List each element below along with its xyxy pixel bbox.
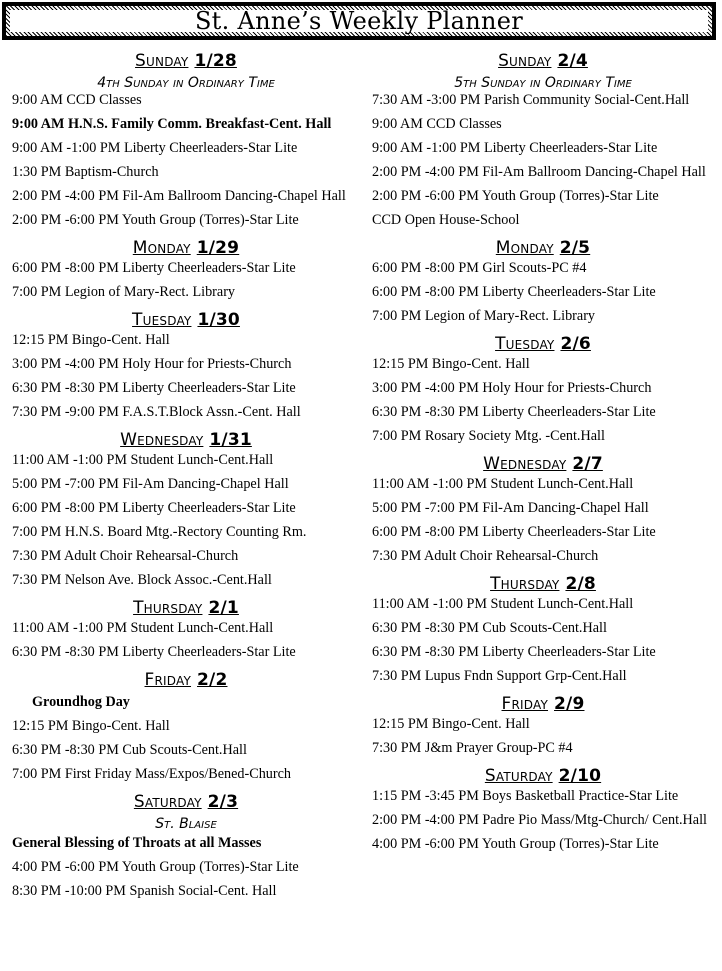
event-item: 4:00 PM -6:00 PM Youth Group (Torres)-Star Lite [372, 836, 659, 852]
day-name: Monday [132, 238, 191, 258]
day-section-sunday [12, 51, 360, 226]
event-item: 9:00 AM CCD Classes [12, 92, 142, 108]
event-item: 6:30 PM -8:30 PM Liberty Cheerleaders-Star Lite [12, 644, 296, 660]
event-item: 6:30 PM -8:30 PM Liberty Cheerleaders-Star Lite [372, 644, 656, 660]
event-item: 12:15 PM Bingo-Cent. Hall [372, 716, 530, 732]
day-date: 2/4 [557, 51, 588, 71]
event-item: 2:00 PM -4:00 PM Padre Pio Mass/Mtg-Church/ Cent.Hall [372, 812, 707, 828]
event-item: 6:30 PM -8:30 PM Cub Scouts-Cent.Hall [12, 742, 247, 758]
left-column [12, 44, 360, 909]
day-section-friday [12, 670, 360, 780]
day-name: Tuesday [132, 310, 192, 330]
day-section-thursday [372, 574, 714, 682]
event-item: 6:00 PM -8:00 PM Liberty Cheerleaders-Star Lite [372, 524, 656, 540]
day-name: Friday [501, 694, 549, 714]
day-subtitle: 4th Sunday in Ordinary Time [97, 75, 275, 91]
day-heading [12, 430, 360, 450]
day-name: Friday [144, 670, 192, 690]
event-item: 7:00 PM H.N.S. Board Mtg.-Rectory Counting Rm. [12, 524, 307, 540]
event-item: 5:00 PM -7:00 PM Fil-Am Dancing-Chapel Hall [12, 476, 289, 492]
day-subtitle: St. Blaise [155, 816, 217, 832]
event-item: 2:00 PM -6:00 PM Youth Group (Torres)-Star Lite [12, 212, 299, 228]
day-date: 2/3 [207, 792, 239, 812]
event-item: 12:15 PM Bingo-Cent. Hall [372, 356, 530, 372]
event-item: 1:15 PM -3:45 PM Boys Basketball Practice-Star Lite [372, 788, 679, 804]
day-section-wednesday [372, 454, 714, 562]
event-item: 11:00 AM -1:00 PM Student Lunch-Cent.Hall [372, 596, 634, 612]
day-note: General Blessing of Throats at all Masses [12, 835, 262, 851]
event-item: CCD Open House-School [372, 212, 520, 228]
event-item: 3:00 PM -4:00 PM Holy Hour for Priests-Church [12, 356, 292, 372]
event-item: 8:30 PM -10:00 PM Spanish Social-Cent. Hall [12, 883, 277, 899]
event-item: 4:00 PM -6:00 PM Youth Group (Torres)-Star Lite [12, 859, 299, 875]
page-title: St. Anne’s Weekly Planner [10, 10, 708, 32]
day-section-monday [12, 238, 360, 298]
event-item: 7:30 AM -3:00 PM Parish Community Social-Cent.Hall [372, 92, 690, 108]
day-heading [372, 238, 714, 258]
day-date: 2/1 [208, 598, 239, 618]
event-item: 6:30 PM -8:30 PM Liberty Cheerleaders-Star Lite [12, 380, 296, 396]
day-section-sunday [372, 51, 714, 226]
day-heading [372, 694, 714, 714]
event-item: 6:30 PM -8:30 PM Cub Scouts-Cent.Hall [372, 620, 607, 636]
event-item: 11:00 AM -1:00 PM Student Lunch-Cent.Hall [12, 452, 274, 468]
day-name: Thursday [490, 574, 560, 594]
day-name: Wednesday [483, 454, 567, 474]
day-heading [372, 334, 714, 354]
event-item: 7:00 PM Legion of Mary-Rect. Library [372, 308, 596, 324]
event-item: 6:00 PM -8:00 PM Liberty Cheerleaders-Star Lite [12, 500, 296, 516]
event-item: 6:00 PM -8:00 PM Liberty Cheerleaders-Star Lite [372, 284, 656, 300]
event-item: 7:30 PM Lupus Fndn Support Grp-Cent.Hall [372, 668, 627, 684]
event-item: 7:30 PM Adult Choir Rehearsal-Church [12, 548, 239, 564]
day-section-monday [372, 238, 714, 322]
day-section-tuesday [12, 310, 360, 418]
day-date: 2/7 [572, 454, 603, 474]
event-item: 7:00 PM Rosary Society Mtg. -Cent.Hall [372, 428, 605, 444]
event-item: 9:00 AM H.N.S. Family Comm. Breakfast-Cent. Hall [12, 116, 332, 132]
event-item: 2:00 PM -4:00 PM Fil-Am Ballroom Dancing-Chapel Hall [372, 164, 706, 180]
day-name: Thursday [133, 598, 203, 618]
event-item: 9:00 AM -1:00 PM Liberty Cheerleaders-Star Lite [372, 140, 658, 156]
day-date: 1/30 [197, 310, 240, 330]
day-date: 2/6 [560, 334, 591, 354]
day-date: 2/8 [565, 574, 596, 594]
day-date: 2/5 [559, 238, 591, 258]
day-section-saturday [372, 766, 714, 850]
event-item: 6:00 PM -8:00 PM Girl Scouts-PC #4 [372, 260, 587, 276]
event-item: 5:00 PM -7:00 PM Fil-Am Dancing-Chapel Hall [372, 500, 649, 516]
event-item: 6:00 PM -8:00 PM Liberty Cheerleaders-Star Lite [12, 260, 296, 276]
event-item: 2:00 PM -4:00 PM Fil-Am Ballroom Dancing-Chapel Hall [12, 188, 346, 204]
day-date: 1/28 [194, 51, 237, 71]
day-section-friday [372, 694, 714, 754]
day-heading [12, 238, 360, 258]
event-item: 7:30 PM Nelson Ave. Block Assoc.-Cent.Hall [12, 572, 272, 588]
day-name: Monday [495, 238, 554, 258]
day-section-saturday [12, 792, 360, 897]
day-name: Wednesday [120, 430, 204, 450]
day-heading [372, 51, 714, 71]
event-item: 9:00 AM CCD Classes [372, 116, 502, 132]
day-date: 2/2 [197, 670, 228, 690]
event-item: 1:30 PM Baptism-Church [12, 164, 159, 180]
day-date: 2/10 [558, 766, 602, 786]
day-heading [12, 792, 360, 812]
day-heading [12, 310, 360, 330]
day-note: Groundhog Day [32, 694, 130, 710]
day-name: Tuesday [495, 334, 555, 354]
day-name: Sunday [135, 51, 189, 71]
day-date: 2/9 [554, 694, 585, 714]
event-item: 9:00 AM -1:00 PM Liberty Cheerleaders-Star Lite [12, 140, 298, 156]
day-date: 1/31 [209, 430, 252, 450]
event-item: 12:15 PM Bingo-Cent. Hall [12, 718, 170, 734]
day-heading [372, 454, 714, 474]
day-section-wednesday [12, 430, 360, 586]
event-item: 12:15 PM Bingo-Cent. Hall [12, 332, 170, 348]
right-column [372, 44, 714, 862]
day-heading [12, 51, 360, 71]
day-name: Saturday [133, 792, 202, 812]
event-item: 7:00 PM Legion of Mary-Rect. Library [12, 284, 236, 300]
day-heading [372, 766, 714, 786]
event-item: 11:00 AM -1:00 PM Student Lunch-Cent.Hall [372, 476, 634, 492]
day-name: Saturday [484, 766, 553, 786]
event-item: 7:00 PM First Friday Mass/Expos/Bened-Church [12, 766, 292, 782]
day-name: Sunday [498, 51, 552, 71]
event-item: 11:00 AM -1:00 PM Student Lunch-Cent.Hall [12, 620, 274, 636]
day-heading [12, 670, 360, 690]
day-heading [372, 574, 714, 594]
day-date: 1/29 [196, 238, 240, 258]
event-item: 6:30 PM -8:30 PM Liberty Cheerleaders-Star Lite [372, 404, 656, 420]
title-banner [2, 2, 716, 40]
day-subtitle: 5th Sunday in Ordinary Time [454, 75, 632, 91]
event-item: 2:00 PM -6:00 PM Youth Group (Torres)-Star Lite [372, 188, 659, 204]
event-item: 3:00 PM -4:00 PM Holy Hour for Priests-Church [372, 380, 652, 396]
event-item: 7:30 PM -9:00 PM F.A.S.T.Block Assn.-Cent. Hall [12, 404, 301, 420]
day-section-tuesday [372, 334, 714, 442]
day-heading [12, 598, 360, 618]
event-item: 7:30 PM J&m Prayer Group-PC #4 [372, 740, 573, 756]
day-section-thursday [12, 598, 360, 658]
event-item: 7:30 PM Adult Choir Rehearsal-Church [372, 548, 599, 564]
